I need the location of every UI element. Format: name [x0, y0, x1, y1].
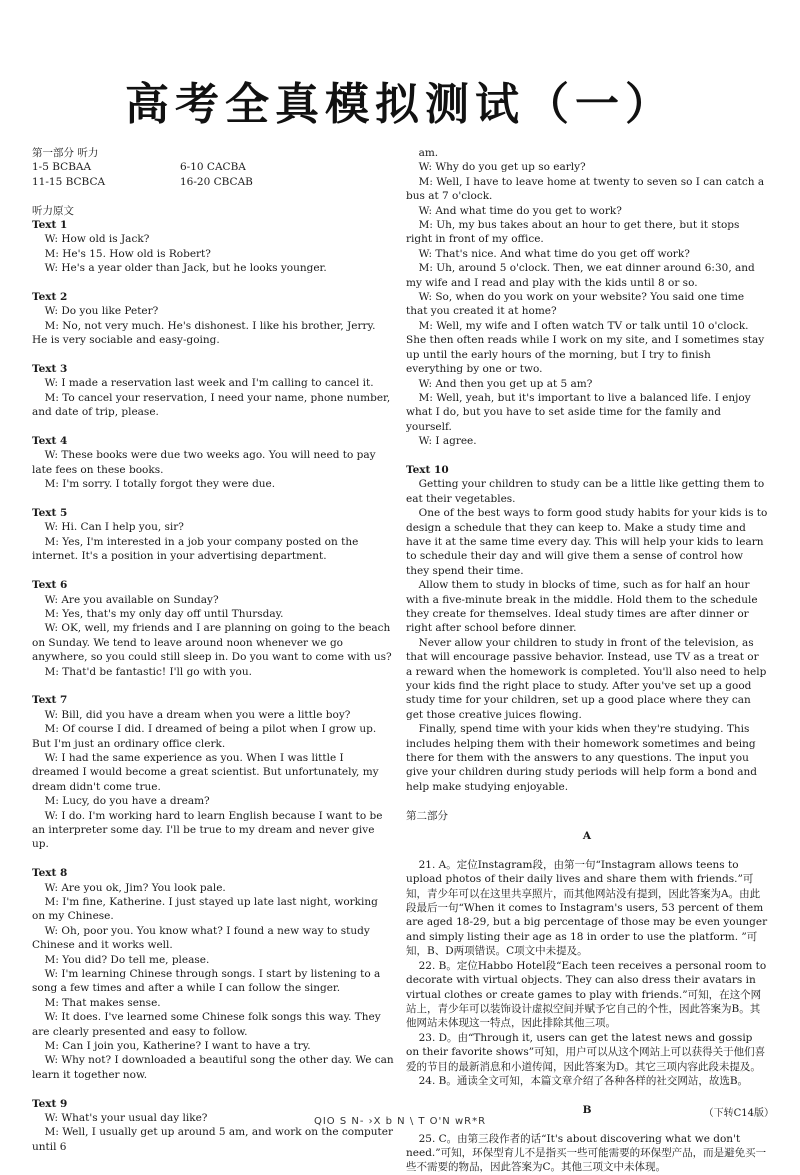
key-cell: 6-10 CACBA — [180, 161, 246, 174]
dialogue-line: W: These books were due two weeks ago. You will need to pay late fees on these books. — [32, 449, 376, 476]
right-column — [406, 146, 768, 1175]
dialogue-line: W: Are you available on Sunday? — [44, 593, 219, 606]
dialogue-line: M: Well, my wife and I often watch TV or talk until 10 o'clock. She then often reads while I work on my site, and I sometimes stay up until the early hours of the morning, but I try to finish everything by one or two. — [406, 319, 765, 376]
dialogue-line: W: So, when do you work on your website? You said one time that you created it at home? — [406, 291, 745, 318]
dialogue-line: M: Well, yeah, but it's important to live a balanced life. I enjoy what I do, but you have to set aside time for the family and yourself. — [406, 391, 751, 433]
dialogue-line: M: I'm sorry. I totally forgot they were due. — [44, 478, 276, 491]
text9-continuation — [406, 146, 768, 449]
part1-heading: 第一部分 听力 — [32, 147, 99, 159]
page-title: 高考全真模拟测试（一） — [125, 79, 675, 130]
passage-paragraph: Never allow your children to study in front of the television, as that will encourage passive behavior. Instead, use TV as a treat or a reward when the homework is completed. You'll also need to help your kids find the right place to study. After you've set up a good study time for your children, set up a good place where they can get those creative juices flowing. — [406, 636, 767, 721]
dialogue-line: M: Can I join you, Katherine? I want to have a try. — [44, 1040, 311, 1053]
answer-explanation: 23. D。由“Through it, users can get the latest news and gossip on their favorite shows”可知，用户可以从这个网站上可以获得关于他们喜爱的节目的最新消息和小道传闻，因此答案为D。其它三项内容此段未提及。 — [406, 1031, 766, 1073]
dialogue-line: am. — [418, 147, 439, 159]
continued-note: （下转C14版） — [703, 1108, 774, 1119]
dialogue-line: M: Well, I usually get up around 5 am, and work on the computer until 6 — [32, 1126, 393, 1153]
dialogue-line: W: I'm learning Chinese through songs. I start by listening to a song a few times and after a while I can follow the singer. — [32, 968, 381, 995]
passage-paragraph: Getting your children to study can be a little like getting them to eat their vegetables. — [406, 478, 765, 505]
text10-heading: Text 10 — [406, 463, 449, 476]
dialogue-line: W: OK, well, my friends and I are planning on going to the beach on Sunday. We tend to leave around noon whenever we go anywhere, so you could still sleep in. Do you want to come with us? — [32, 622, 392, 664]
key-cell: 16-20 CBCAB — [180, 175, 253, 188]
dialogue-line: W: Bill, did you have a dream when you were a little boy? — [44, 708, 351, 721]
dialogue-line: W: Hi. Can I help you, sir? — [44, 521, 184, 534]
dialogue-line: M: That'd be fantastic! I'll go with you. — [44, 665, 252, 678]
dialogue-line: W: What's your usual day like? — [44, 1112, 208, 1125]
dialogue-line: W: And what time do you get to work? — [418, 204, 622, 217]
text-heading: Text 6 — [32, 579, 68, 592]
text-heading: Text 2 — [32, 291, 68, 304]
dialogue-line: M: Of course I did. I dreamed of being a pilot when I grow up. But I'm just an ordinary office clerk. — [32, 723, 377, 750]
section-b-heading: B — [582, 1103, 592, 1116]
answer-explanation: 25. C。由第三段作者的话“It's about discovering what we don't need.”可知，环保型育儿不是指买一些可能需要的环保型产品，而是避免买一些不需要的物品，因此答案为C。其他三项文中未体现。 — [406, 1132, 767, 1174]
answer-explanation: 21. A。定位Instagram段，由第一句“Instagram allows teens to upload photos of their daily lives and share them with friends.”可知，青少年可以在这里共享照片，而其他网站没有提到，因此答案为A。由此段最后一句“When it comes to Instagram's users, 53 percent of them are aged 18-29, but a big percentage of those may be even younger and simply listing their age as 18 in order to use the platform. ”可知，B、D两项错误。C项文中未提及。 — [406, 858, 768, 958]
key-cell: 1-5 BCBAA — [32, 161, 92, 174]
left-column — [32, 146, 394, 1154]
dialogue-line: M: I'm fine, Katherine. I just stayed up late last night, working on my Chinese. — [32, 896, 378, 923]
page-footer-text: QIO S N- ›X b N \ T O'N wR*R — [313, 1116, 487, 1127]
dialogue-line: W: Why do you get up so early? — [418, 161, 586, 174]
dialogue-line: M: Yes, I'm interested in a job your company posted on the internet. It's a position in your advertising department. — [32, 535, 359, 563]
text10-body — [406, 477, 768, 794]
answers-b — [406, 1132, 768, 1175]
text-heading: Text 1 — [32, 219, 68, 232]
text-heading: Text 3 — [32, 363, 68, 376]
transcript-title: 听力原文 — [32, 204, 74, 217]
section-a-heading: A — [582, 830, 592, 843]
answer-keys — [32, 160, 394, 189]
passage-paragraph: Allow them to study in blocks of time, such as for half an hour with a five-minute break in the middle. Hold them to the schedule they create for themselves. Ideal study times are after dinner or right after school before dinner. — [406, 579, 758, 635]
dialogue-line: W: I do. I'm working hard to learn English because I want to be an interpreter some day. I'll be true to my dream and never give up. — [32, 809, 383, 851]
dialogue-line: W: I agree. — [418, 435, 477, 448]
dialogue-line: M: Yes, that's my only day off until Thursday. — [44, 607, 284, 620]
dialogue-line: M: No, not very much. He's dishonest. I like his brother, Jerry. He is very sociable and easy-going. — [32, 319, 376, 347]
answer-explanation: 24. B。通读全文可知，本篇文章介绍了各种各样的社交网站，故选B。 — [418, 1074, 749, 1087]
dialogue-line: W: That's nice. And what time do you get off work? — [418, 247, 690, 260]
text-heading: Text 8 — [32, 867, 68, 880]
dialogue-line: W: Are you ok, Jim? You look pale. — [44, 881, 226, 894]
dialogue-line: W: It does. I've learned some Chinese folk songs this way. They are clearly presented and easy to follow. — [32, 1011, 381, 1038]
passage-paragraph: Finally, spend time with your kids when they're studying. This includes helping them with their homework sometimes and being there for them with the answers to any questions. The input you give your children during study periods will help form a bond and help make studying enjoyable. — [406, 723, 757, 793]
key-cell: 11-15 BCBCA — [32, 175, 106, 188]
text-heading: Text 9 — [32, 1097, 68, 1110]
dialogue-line: W: Why not? I downloaded a beautiful song the other day. We can learn it together now. — [32, 1054, 394, 1081]
dialogue-line: M: Uh, around 5 o'clock. Then, we eat dinner around 6:30, and my wife and I read and play with the kids until 8 or so. — [406, 262, 755, 289]
dialogue-line: W: Do you like Peter? — [44, 305, 159, 318]
dialogue-line: M: Uh, my bus takes about an hour to get there, but it stops right in front of my office. — [406, 219, 740, 246]
dialogue-line: W: And then you get up at 5 am? — [418, 377, 593, 390]
dialogue-line: W: Oh, poor you. You know what? I found a new way to study Chinese and it works well. — [32, 924, 370, 952]
text-heading: Text 4 — [32, 435, 68, 448]
part2-heading: 第二部分 — [406, 809, 448, 822]
dialogue-line: M: That makes sense. — [44, 996, 161, 1009]
answer-explanation: 22. B。定位Habbo Hotel段“Each teen receives a personal room to decorate with virtual objects. They can also dress their avatars in virtual clothes or create games to play with friends.”可知，在这个网站上，青少年可以装饰设计虚拟空间并赋予它自己的个性，因此答案为B。其他网站未体现这一特点，因此排除其他三项。 — [406, 959, 767, 1030]
transcript-texts — [32, 218, 394, 1154]
dialogue-line: W: How old is Jack? — [44, 233, 150, 246]
dialogue-line: W: I had the same experience as you. When I was little I dreamed I would become a great scientist. But unfortunately, my dream didn't come true. — [32, 751, 379, 793]
dialogue-line: M: To cancel your reservation, I need your name, phone number, and date of trip, please. — [32, 391, 391, 419]
dialogue-line: M: Well, I have to leave home at twenty to seven so I can catch a bus at 7 o'clock. — [406, 175, 765, 203]
dialogue-line: M: You did? Do tell me, please. — [44, 953, 210, 966]
passage-paragraph: One of the best ways to form good study habits for your kids is to design a schedule that they can keep to. Make a study time and have it at the same time every day. This will help your kids to learn to schedule their day and will give them a sense of control how they spend their time. — [406, 507, 768, 577]
dialogue-line: W: He's a year older than Jack, but he looks younger. — [44, 262, 327, 275]
dialogue-line: M: Lucy, do you have a dream? — [44, 795, 210, 808]
text-heading: Text 7 — [32, 694, 68, 707]
answers-a — [406, 858, 768, 1089]
text-heading: Text 5 — [32, 507, 68, 520]
dialogue-line: M: He's 15. How old is Robert? — [44, 247, 211, 260]
dialogue-line: W: I made a reservation last week and I'm calling to cancel it. — [44, 377, 374, 390]
